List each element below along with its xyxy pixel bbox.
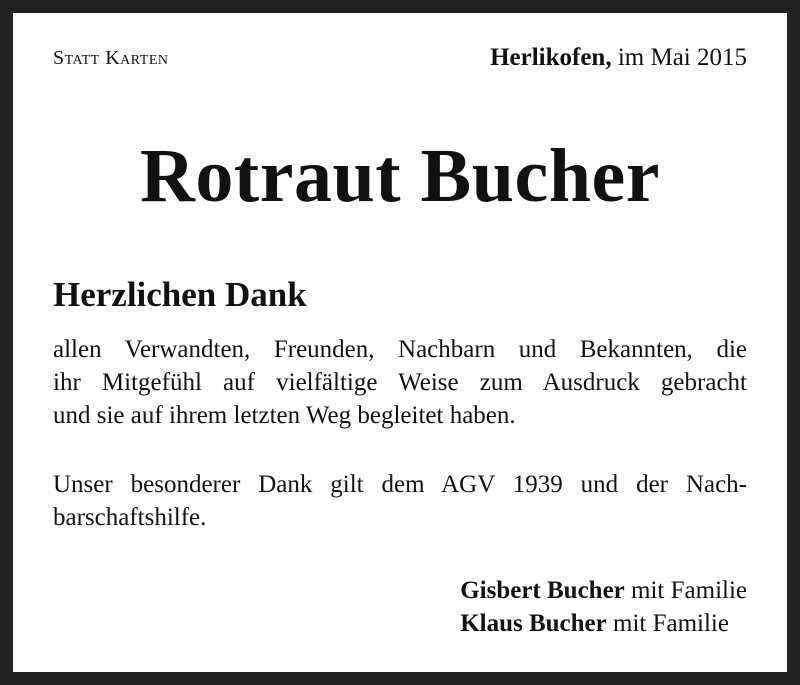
signer-suffix: mit Familie <box>613 610 729 637</box>
signer-line <box>460 607 747 640</box>
paragraph-line: und sie auf ihrem letzten Weg begleitet haben. <box>53 402 516 429</box>
paragraph-line: ihr Mitgefühl auf vielfältige Weise zum Ausdruck gebracht <box>53 369 747 396</box>
paragraph-line: Unser besonderer Dank gilt dem AGV 1939 und der Nach- <box>53 471 747 498</box>
deceased-name: Rotraut Bucher <box>140 134 660 218</box>
place-name: Herlikofen, <box>490 44 612 71</box>
obituary-notice <box>13 13 787 672</box>
notice-type-label: Statt Karten <box>53 47 169 69</box>
place-and-date <box>490 43 747 73</box>
signers-block <box>460 574 747 640</box>
special-thanks-paragraph <box>53 468 747 534</box>
thanks-paragraph <box>53 333 747 432</box>
notice-date: im Mai 2015 <box>617 44 747 71</box>
signer-name: Gisbert Bucher <box>460 577 625 604</box>
signer-suffix: mit Familie <box>631 577 747 604</box>
thanks-heading: Herzlichen Dank <box>53 275 307 314</box>
paragraph-line: barschaftshilfe. <box>53 504 207 531</box>
signer-name: Klaus Bucher <box>460 610 607 637</box>
signer-line <box>460 574 747 607</box>
paragraph-line: allen Verwandten, Freunden, Nachbarn und Bekannten, die <box>53 336 747 363</box>
